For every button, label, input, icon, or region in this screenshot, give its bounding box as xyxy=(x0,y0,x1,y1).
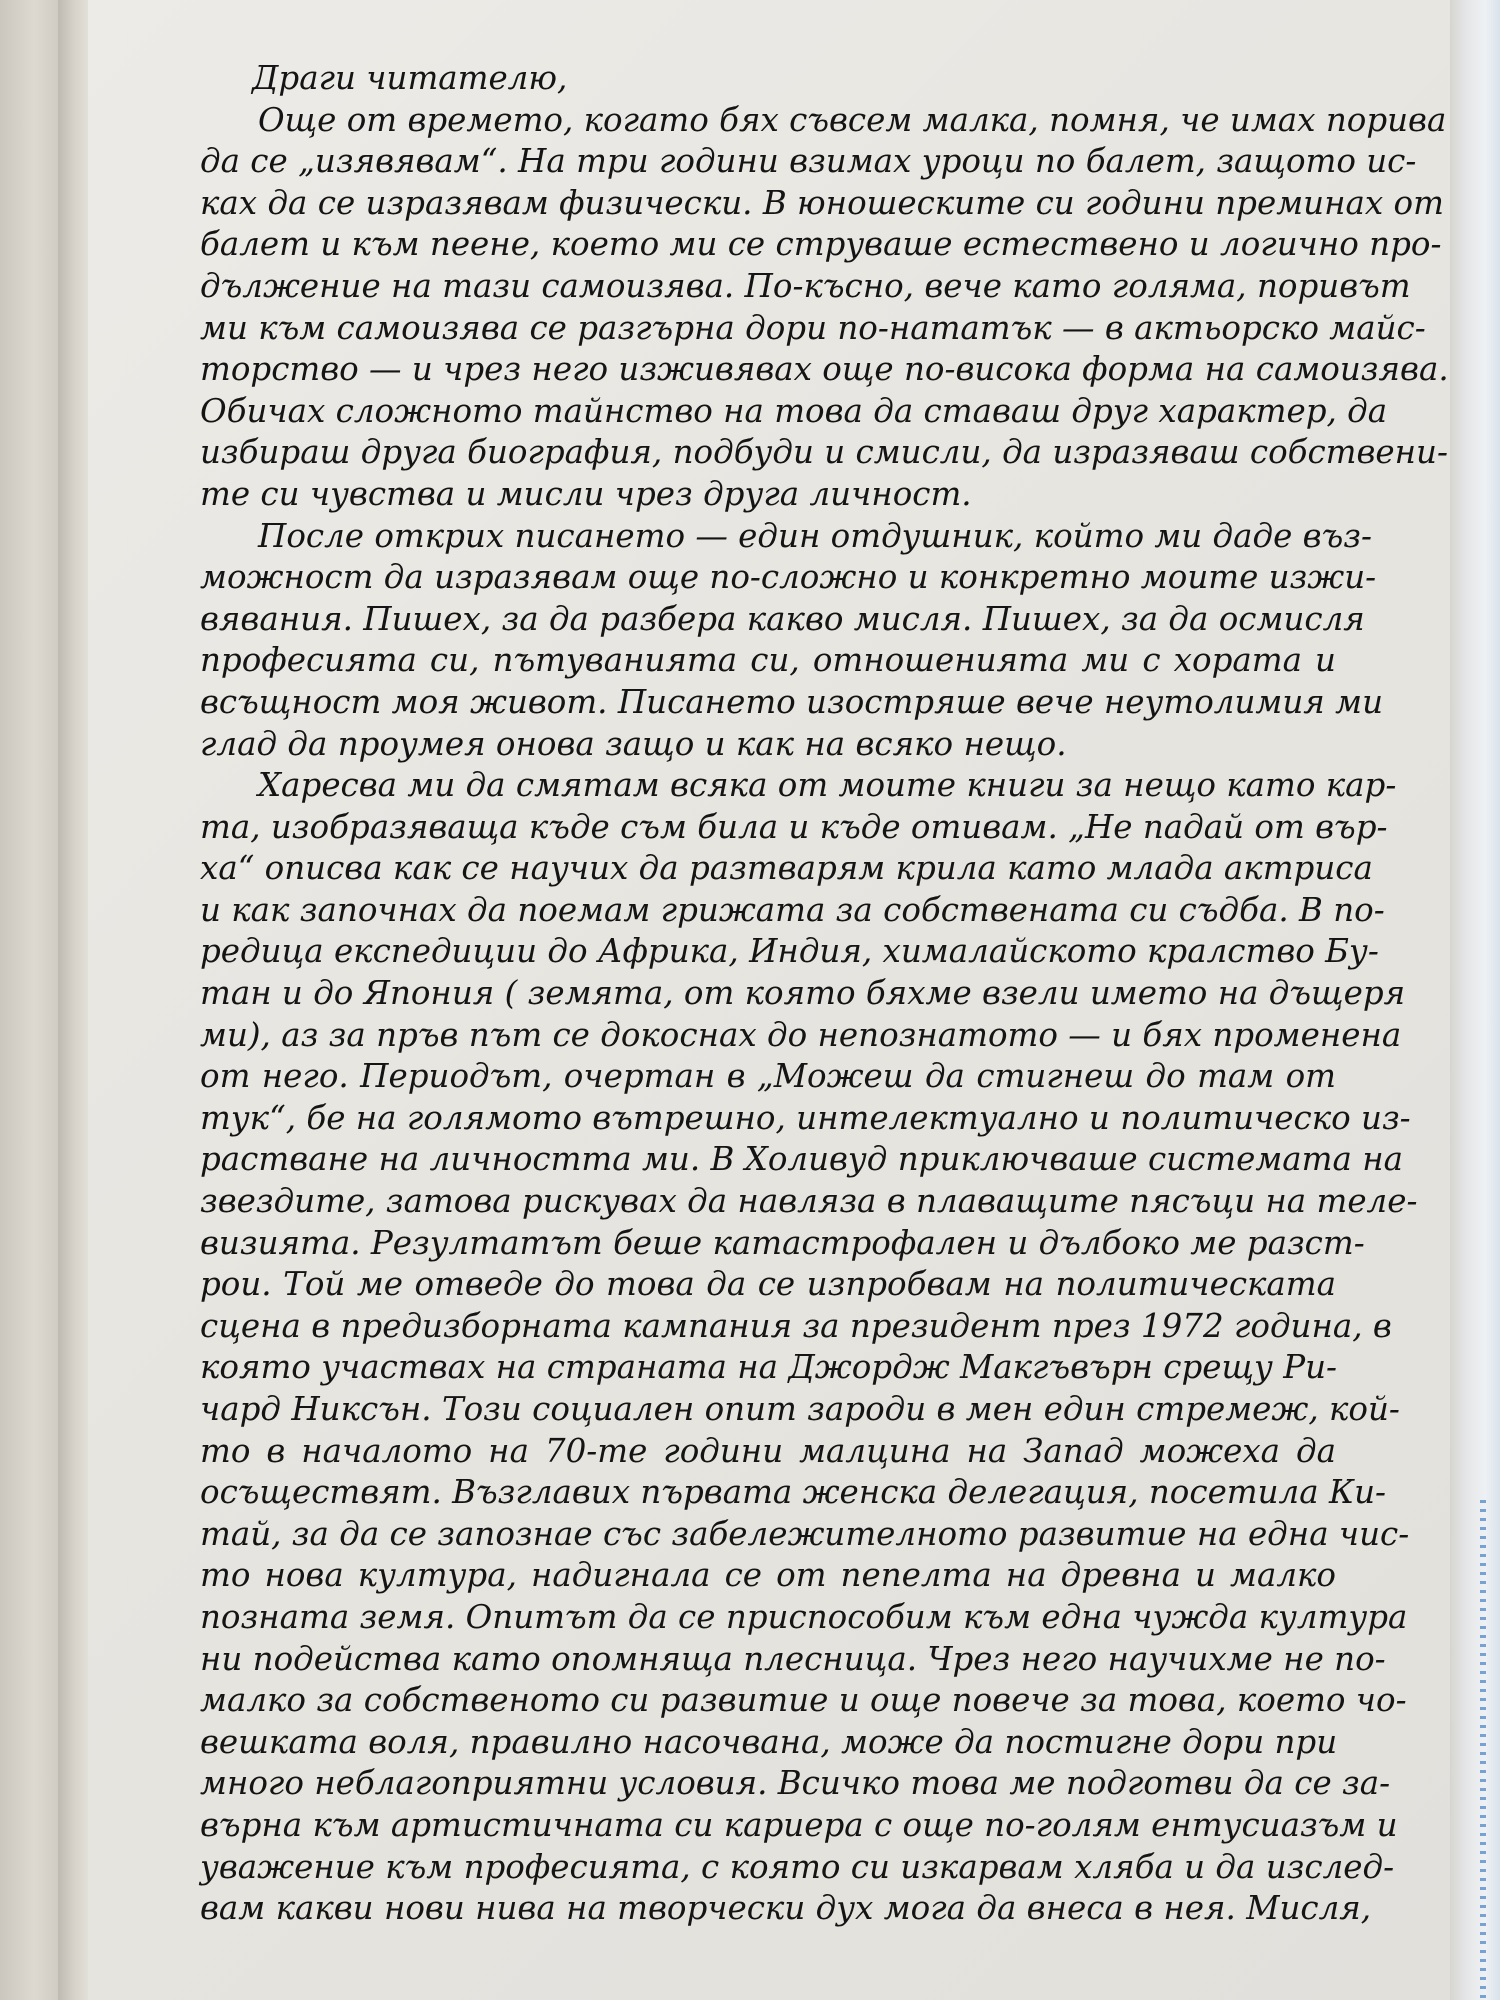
salutation: Драги читателю, xyxy=(252,59,568,97)
text-line: всъщност моя живот. Писането изостряше вече неутолимия ми xyxy=(200,682,1383,721)
text-line: та, изобразяваща къде съм била и къде отивам. „Не падай от вър- xyxy=(200,807,1388,846)
text-line: звездите, затова рискувах да навляза в плаващите пясъци на теле- xyxy=(200,1182,1418,1221)
text-line: тук“, бе на голямото вътрешно, интелектуално и политическо из- xyxy=(200,1098,1411,1137)
text-line: то нова култура, надигнала се от пепелта на древна и малко xyxy=(200,1556,1336,1595)
text-line: визията. Резултатът беше катастрофален и дълбоко ме разст- xyxy=(200,1223,1365,1262)
text-line: професията си, пътуванията си, отношенията ми с хората и xyxy=(200,641,1336,680)
text-line: ни подейства като опомняща плесница. Чрез него научихме не по- xyxy=(200,1639,1386,1678)
text-line: Още от времето, когато бях съвсем малка, помня, че имах порива xyxy=(258,100,1447,139)
text-line: тай, за да се запознае със забележителното развитие на една чис- xyxy=(200,1514,1410,1553)
text-line: върна към артистичната си кариера с още по-голям ентусиазъм и xyxy=(200,1805,1398,1844)
text-line: рои. Той ме отведе до това да се изпробвам на политическата xyxy=(200,1265,1336,1304)
text-line: и как започнах да поемам грижата за собствената си съдба. В по- xyxy=(200,890,1385,929)
text-line: ми), аз за пръв път се докоснах до непознатото — и бях променена xyxy=(200,1015,1402,1054)
text-line: вявания. Пишех, за да разбера какво мисля. Пишех, за да осмисля xyxy=(200,599,1365,638)
text-line: то в началото на 70-те години малцина на Запад можеха да xyxy=(200,1431,1336,1470)
text-line: те си чувства и мисли чрез друга личност. xyxy=(200,474,972,513)
text-line: ми към самоизява се разгърна дори по-нататък — в актьорско майс- xyxy=(200,308,1426,347)
facing-page-edge xyxy=(0,0,62,2000)
text-line: После открих писането — един отдушник, който ми даде въз- xyxy=(258,516,1372,555)
book-gutter xyxy=(58,0,92,2000)
text-line: редица експедиции до Африка, Индия, хималайското кралство Бу- xyxy=(200,932,1379,971)
text-line: ха“ описва как се научих да разтварям крила като млада актриса xyxy=(200,849,1373,888)
text-line: тан и до Япония ( земята, от която бяхме взели името на дъщеря xyxy=(200,974,1406,1013)
text-line: избираш друга биография, подбуди и смисли, да изразяваш собствени- xyxy=(200,433,1448,472)
text-line: вам какви нови нива на творчески дух мога да внеса в нея. Мисля, xyxy=(200,1889,1372,1928)
page-right-edge xyxy=(1450,0,1500,2000)
text-line: малко за собственото си развитие и още повече за това, което чо- xyxy=(200,1681,1407,1720)
text-line: от него. Периодът, очертан в „Можеш да стигнеш до там от xyxy=(200,1057,1336,1096)
text-line: да се „изявявам“. На три години взимах уроци по балет, защото ис- xyxy=(200,142,1417,181)
text-line: позната земя. Опитът да се приспособим към една чужда култура xyxy=(200,1597,1408,1636)
text-line: уважение към професията, с която си изкарвам хляба и да изслед- xyxy=(200,1847,1395,1886)
text-line: много неблагоприятни условия. Всичко това ме подготви да се за- xyxy=(200,1764,1391,1803)
body-text xyxy=(200,58,1449,1930)
text-line: дължение на тази самоизява. По-късно, вече като голяма, поривът xyxy=(200,266,1411,305)
text-line: можност да изразявам още по-сложно и конкретно моите изжи- xyxy=(200,558,1377,597)
text-line: сцена в предизборната кампания за президент през 1972 година, в xyxy=(200,1306,1392,1345)
text-line: вешката воля, правилно насочвана, може да постигне дори при xyxy=(200,1722,1338,1761)
text-line: торство — и чрез него изживявах още по-висока форма на самоизява. xyxy=(200,350,1449,389)
text-line: осъществят. Възглавих първата женска делегация, посетила Ки- xyxy=(200,1473,1387,1512)
text-line: глад да проумея онова защо и как на всяко нещо. xyxy=(200,724,1067,763)
text-line: Обичах сложното тайнство на това да ставаш друг характер, да xyxy=(200,391,1388,430)
text-line: растване на личността ми. В Холивуд приключваше системата на xyxy=(200,1140,1403,1179)
text-line: ках да се изразявам физически. В юношеските си години преминах от xyxy=(200,183,1444,222)
text-line: чард Никсън. Този социален опит зароди в мен един стремеж, кой- xyxy=(200,1390,1400,1428)
text-line: която участвах на страната на Джордж Макгъвърн срещу Ри- xyxy=(200,1348,1337,1387)
text-line: Харесва ми да смятам всяка от моите книги за нещо като кар- xyxy=(258,766,1397,805)
text-line: балет и към пеене, което ми се струваше естествено и логично про- xyxy=(200,225,1442,264)
